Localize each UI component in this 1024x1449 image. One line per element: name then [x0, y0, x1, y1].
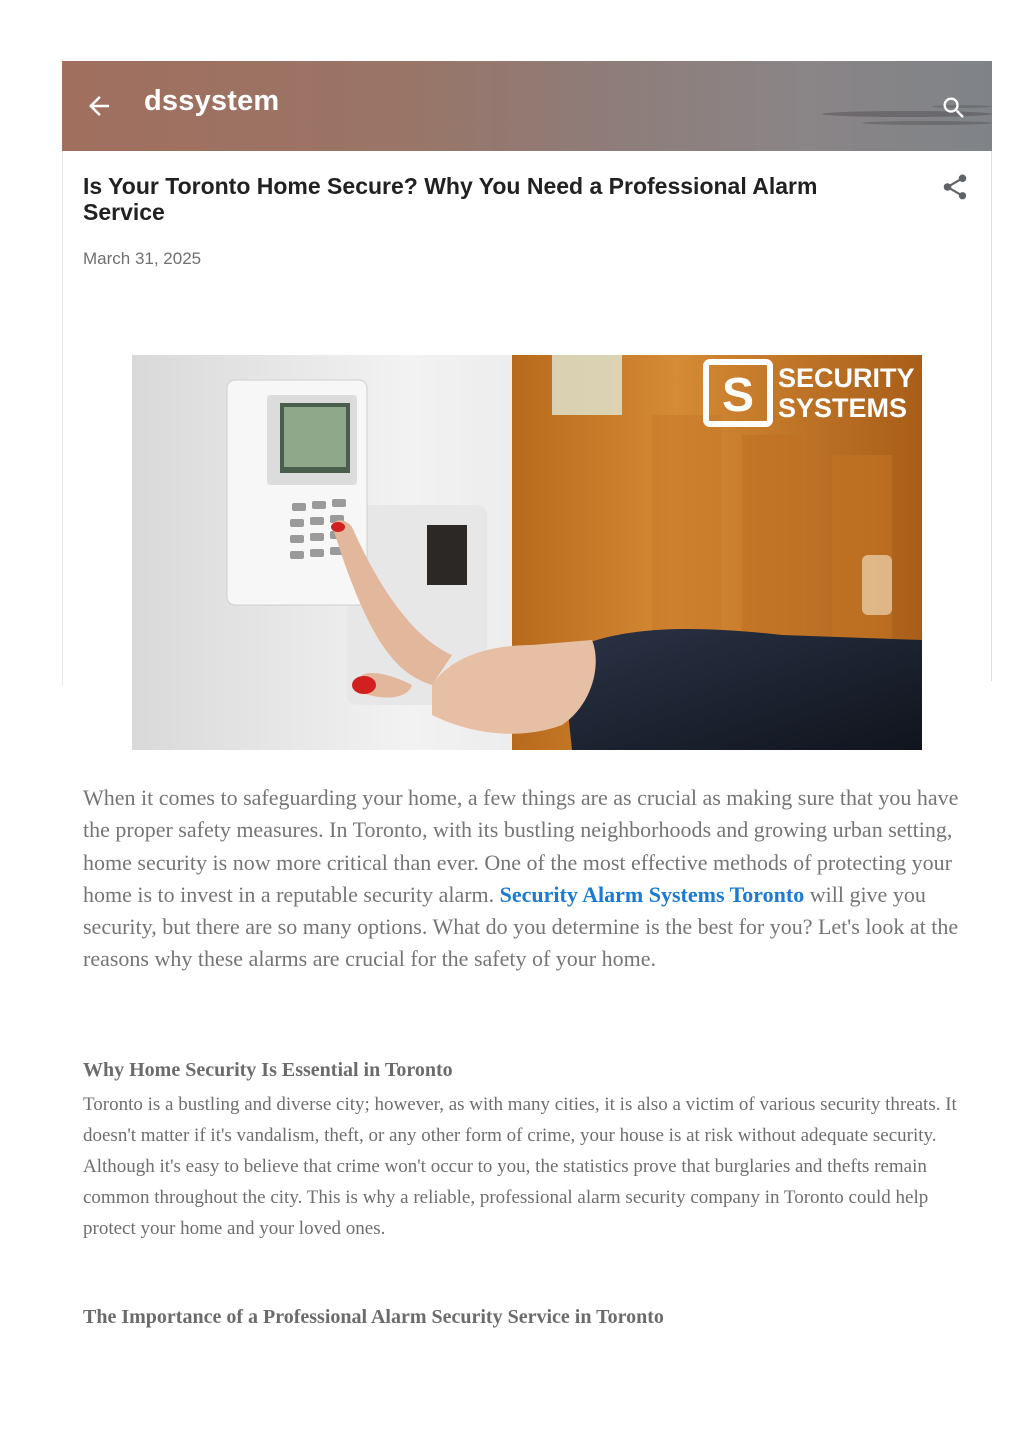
- search-icon: [940, 94, 968, 122]
- alarm-keypad-photo: [132, 355, 922, 750]
- post-date: March 31, 2025: [83, 249, 202, 268]
- search-button[interactable]: [940, 94, 968, 122]
- hero-image[interactable]: [132, 355, 922, 750]
- section-heading: The Importance of a Professional Alarm Security Service in Toronto: [83, 1306, 664, 1328]
- share-icon: [940, 172, 970, 202]
- share-button[interactable]: [940, 172, 970, 202]
- section-paragraph: Toronto is a bustling and diverse city; however, as with many cities, it is also a victim of various security threats. It doesn't matter if it's vandalism, theft, or any other form of crime, your house is at risk without adequate security. Although it's easy to believe that crime won't occur to you, the statistics prove that burglaries and thefts remain common throughout the city. This is why a reliable, professional alarm security company in Toronto could help protect your home and your loved ones.: [83, 1094, 957, 1239]
- post-title: Is Your Toronto Home Secure? Why You Need a Professional Alarm Service: [83, 173, 818, 225]
- blog-header: [62, 61, 992, 151]
- security-alarm-link[interactable]: Security Alarm Systems Toronto: [499, 881, 805, 907]
- header-cloud: [862, 121, 992, 125]
- intro-text-1: When it comes to safeguarding your home, a few things are as crucial as making sure that you have the proper safety measures. In Toronto, with its bustling neighborhoods and growing urban setting, home security is now more critical than ever. One of the most effective methods of protecting your home is to invest in a reputable security alarm.: [83, 785, 959, 907]
- back-button[interactable]: [84, 91, 114, 121]
- card-edge-right: [991, 151, 992, 681]
- logo-line2: SYSTEMS: [778, 393, 908, 423]
- card-edge-left: [62, 151, 63, 686]
- arrow-left-icon: [84, 91, 114, 121]
- section-heading: Why Home Security Is Essential in Toronto: [83, 1059, 453, 1081]
- intro-text-2: will give you security, but there are so many options. What do you determine is the best for you? Let's look at the reasons why these alarms are crucial for the safety of your home.: [83, 881, 959, 972]
- intro-paragraph: [83, 782, 973, 976]
- logo-line1: SECURITY: [778, 363, 915, 393]
- site-title[interactable]: dssystem: [144, 85, 280, 117]
- logo-letter: S: [721, 369, 755, 422]
